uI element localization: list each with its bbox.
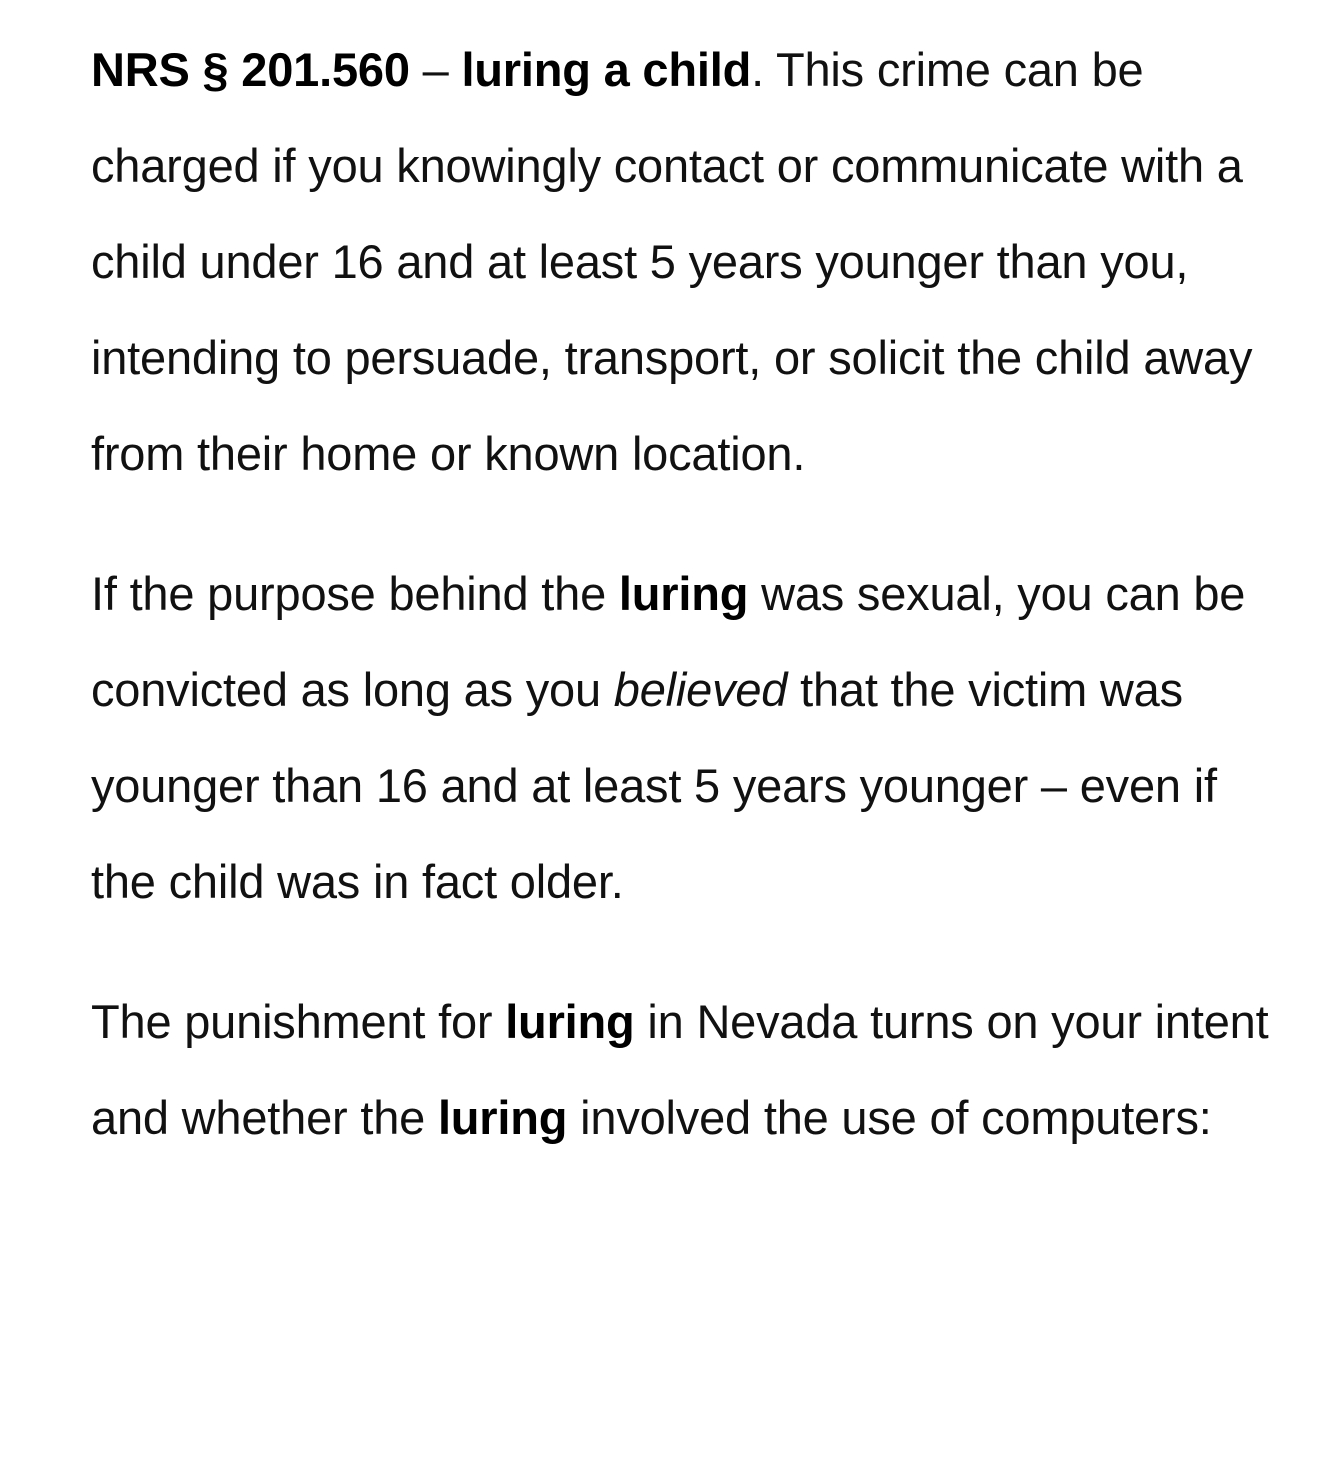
bold-term: luring bbox=[437, 1091, 568, 1144]
text-run: in Nevada turns on your intent and whether the bbox=[91, 995, 1269, 1144]
bold-term: luring bbox=[505, 995, 635, 1048]
text-run: involved the use of computers: bbox=[567, 1091, 1212, 1144]
bold-term: luring a child bbox=[461, 43, 752, 96]
text-run: The punishment for bbox=[91, 995, 506, 1048]
text-run: . This crime can be charged if you knowingly contact or communicate with a child under 16 and at least 5 years younger than you, intending to persuade, transport, or solicit the child away from their home or known location. bbox=[91, 43, 1253, 480]
text-run: was sexual, you can be convicted as long as you bbox=[91, 567, 1246, 716]
paragraph-sexual-purpose bbox=[91, 546, 1271, 930]
statute-citation: NRS § 201.560 bbox=[91, 43, 410, 96]
article-body bbox=[91, 22, 1271, 1210]
paragraph-nrs-definition bbox=[91, 22, 1271, 502]
text-run: – bbox=[409, 43, 462, 96]
paragraph-punishment bbox=[91, 974, 1271, 1166]
text-run: that the victim was younger than 16 and at least 5 years younger – even if the child was in fact older. bbox=[91, 663, 1217, 908]
text-run: If the purpose behind the bbox=[91, 567, 619, 620]
bold-term: luring bbox=[618, 567, 749, 620]
italic-term: believed bbox=[613, 663, 788, 716]
